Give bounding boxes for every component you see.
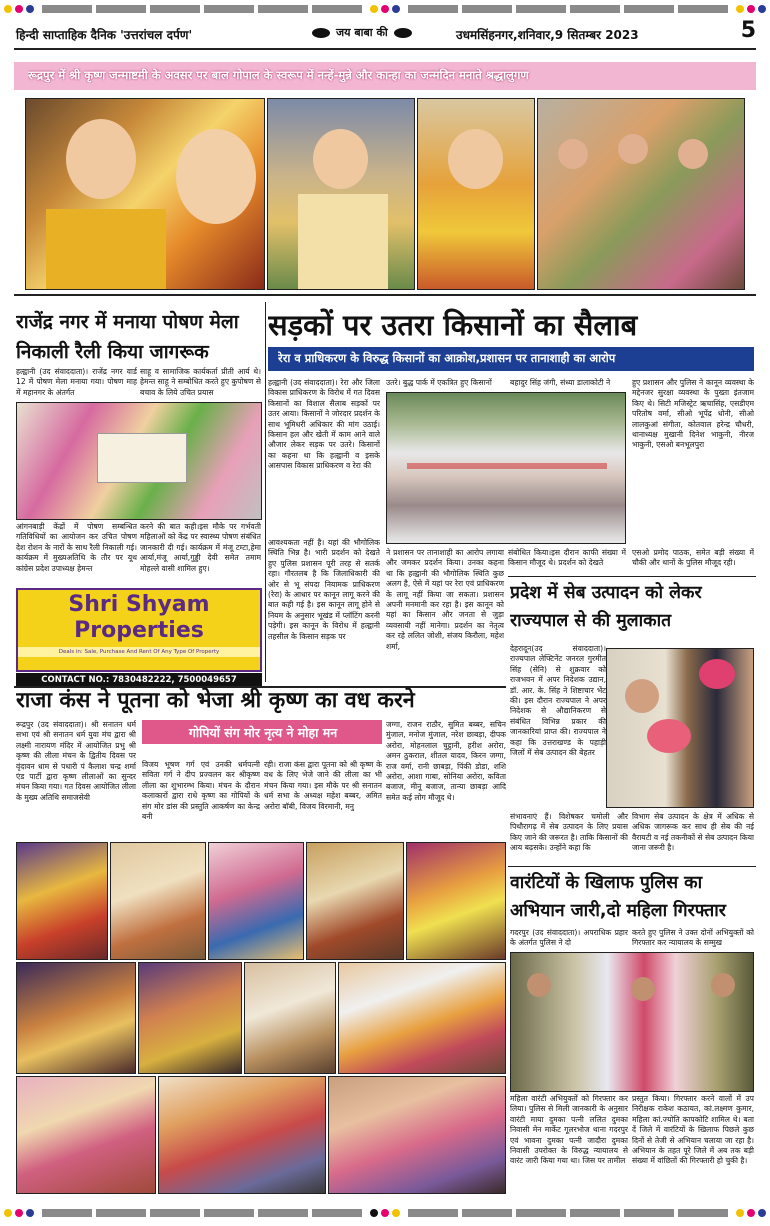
- top-banner-text: रूद्रपुर में श्री कृष्ण जन्माष्टमी के अवसर पर बाल गोपाल के स्वरूप में नन्हें-मुन्ने और कान्हा का जन्मदिन मनाते श्रद्धालुगण: [28, 68, 529, 82]
- farmers-col-bottom3: संबोधित किया।इस दौरान काफी संख्या में किसान मौजूद थे। प्रदर्शन को देखते: [508, 548, 626, 568]
- farmers-subhead: रेरा व प्राधिकरण के विरुद्ध किसानों का आक्रोश,प्रशासन पर तानाशाही का आरोप: [278, 351, 616, 365]
- page-number: 5: [740, 18, 756, 43]
- ad-shri-shyam-properties[interactable]: [16, 588, 262, 672]
- farmers-headline: सड़कों पर उतरा किसानों का सैलाब: [268, 308, 638, 342]
- kansa-headline: राजा कंस ने पूतना को भेजा श्री कृष्ण का वध करने: [16, 688, 415, 713]
- photo-leela-stage-2: [110, 842, 206, 960]
- kansa-col4: जग्गा, राजन राठौर, सुमित बब्बर, सचिन मुंजाल, मनोज मुंजाल, नरेश छाबड़ा, दीपक अरोरा, मोहनलाल चुट्ठानी, हरीश अरोरा, अमन ठुकराल, शीतल यादव, किरन जग्गा, राज वर्मा, रानी छाबड़ा, पिंकी डोडा, शशि अरोरा, आशा गाबा, सोनिया अरोरा, कविता बजाज, मीनू बजाज, तान्या छाबड़ा आदि समेत कई लोग मौजूद थे।: [386, 720, 506, 802]
- section-rule: [508, 576, 756, 577]
- top-banner: [14, 62, 756, 90]
- warrant-col2: करते हुए पुलिस ने उक्त दोनों अभियुक्तों को गिरफ्तार कर न्यायालय के सम्मुख: [632, 928, 754, 948]
- farmers-subhead-band: [268, 347, 754, 371]
- photo-leela-audience-1: [158, 1076, 326, 1194]
- ad-line2: Properties: [74, 618, 204, 643]
- slogan-text: जय बाबा की: [336, 26, 388, 39]
- ad-tagline: Deals in: Sale, Purchase And Rent Of Any Type Of Property: [18, 647, 260, 657]
- column-rule: [265, 302, 266, 682]
- masthead-date: उधमसिंहनगर,शनिवार,9 सितम्बर 2023: [456, 28, 639, 42]
- photo-poshan-mela: [16, 402, 262, 520]
- apple-col3: विभाग सेब उत्पादन के क्षेत्र में अधिक से अधिक जागरूक कर साथ ही सेब की नई वैरायटी व नई तकनीकों से सेब उत्पादन किया जाना जरूरी है।: [632, 812, 754, 853]
- section-rule: [14, 294, 756, 296]
- photo-devotees-group: [537, 98, 745, 290]
- poshan-col4: करने की बात कही।इस मौके पर गर्भवती महिलाओं को केंद्र पर स्वास्थ्य पोषण संबंधित जानकारी दी गई। कार्यक्रम में मंजू टम्टा,हेमा आर्या,मंजू आर्या,गुड्डी देवी समेत तमाम मोहल्ले वासी शामिल हुए।: [140, 522, 261, 573]
- ad-line1: Shri Shyam: [68, 592, 210, 617]
- photo-governor-meeting: [606, 648, 754, 808]
- poshan-col1: हल्द्वानी (उद संवाददाता)। राजेंद्र नगर वार्ड 12 में पोषण मेला मनाया गया। पोषण माह में महानगर के अंतर्गत: [16, 367, 137, 397]
- warrant-col3: महिला वारंटी अभियुक्तों को गिरफ्तार कर लिया। पुलिस से मिली जानकारी के अनुसार वारंटी माया दुमका पत्नी ललित दुमका निवासी मेन मार्केट गूलरभोज थाना गदरपुर एवं भावना दुमका पत्नी जादौरा दुमका निवासी उपरोक्त के विरुद्ध न्यायालय से वारंट जारी किया गया था। जिस पर तामील: [510, 1094, 628, 1166]
- bottom-decor-strip: [0, 1206, 770, 1220]
- warrant-headline-2: अभियान जारी,दो महिला गिरफ्तार: [510, 901, 726, 921]
- photo-child-krishna-3: [417, 98, 535, 290]
- poshan-headline-2: निकाली रैली किया जागरूक: [16, 341, 209, 363]
- poshan-col3: आंगनबाड़ी केंद्रों में पोषण सम्बन्धित गतिविधियों का आयोजन कर उचित पोषण देश रोशन के नारों के साथ रैली निकाली गई।कार्यक्रम में मुख्यअतिथि के तौर पर यूथ कांग्रेस प्रदेश उपाध्यक्ष हेमन्त: [16, 522, 137, 573]
- kansa-col1: रूद्रपुर (उद संवाददाता)। श्री सनातन धर्म सभा एवं श्री सनातन धर्म युवा मंच द्वारा श्री लक्ष्मी नारायण मंदिर में आयोजित प्रभु श्री कृष्ण की लीला मंचन के द्वितीय दिवस पर वृंदावन धाम से पधारी पं कैलाश चन्द्र शर्मा एंड पार्टी द्वारा कृष्ण लीलाओं का सुन्दर मंचन किया गया। गत दिवस आयोजित लीला के मुख्य अतिथि समाजसेवी: [16, 720, 136, 802]
- farmers-col3: बहादुर सिंह जंगी, संध्या डालाकोटी ने: [510, 378, 611, 387]
- apple-headline-1: प्रदेश में सेब उत्पादन को लेकर: [510, 583, 702, 603]
- apple-col1: देहरादून(उद संवाददाता)। राज्यपाल लेफ्टिनेंट जनरल गुरमीत सिंह (सेनि) से शुक्रवार को राजभवन में अपर निदेशक उद्यान, डॉ. आर. के. सिंह ने शिष्टाचार भेंट की। इस दौरान राज्यपाल ने अपर निदेशक से औद्यानिकरण से संबंधित विभिन्न प्रकार की जानकारियां प्राप्त की। राज्यपाल ने कहा कि उत्तराखण्ड के पहाड़ी जिलों में सेब उत्पादन की बेहतर: [510, 644, 606, 758]
- photo-leela-women: [16, 1076, 156, 1194]
- farmers-col-bottom1: आवश्यकता नहीं है। यहां की भौगोलिक स्थिति भिन्न है। भारी प्रदर्शन को देखते हुए पुलिस प्रशासन पूरी तरह से सतर्क रहा। गौरतलब है कि जिलाधिकारी की ओर से भू संपदा नियामक प्राधिकरण (रेरा) के आधार पर कानून लागू करने की बात कही गई है। इस कानून लागू होने से नियम के अनुसार भूखंड में प्लॉटिंग करनी पड़ेगी। इस कानून के विरोध में हल्द्वानी तहसील के किसान सड़क पर: [268, 538, 380, 641]
- photo-farmers-rally: [386, 392, 626, 544]
- ad-contact[interactable]: CONTACT NO.: 7830482222, 7500049657: [16, 673, 262, 687]
- photo-leela-stage-5: [406, 842, 506, 960]
- poshan-col2: साहू व सामाजिक कार्यकर्ता प्रीती आर्य थे। हेमन्त साहू ने सम्बोधित करते हुए कुपोषण से बचाव के लिये उचित प्रयास: [140, 367, 261, 397]
- kansa-col2: विजय भूषण गर्ग एवं उनकी धर्मपत्नी सविता गर्ग ने दीप प्रज्वलन कर श्रीकृष्ण लीला का शुभारम्भ किया। मंचन के दौरान कलाकारों द्वारा राधे कृष्ण का गोपियों के संग मोर डांस की प्रस्तुति आकर्षण का केन्द्र बनी: [142, 760, 260, 822]
- photo-leela-dancers-1: [16, 962, 136, 1074]
- photo-leela-guests: [338, 962, 506, 1074]
- warrant-col1: गदरपुर (उद संवाददाता)। अपराधिक प्रहार के अंतर्गत पुलिस ने दो: [510, 928, 628, 948]
- photo-leela-musician: [244, 962, 336, 1074]
- photo-arrested-women-police: [510, 952, 754, 1092]
- warrant-col4: प्रस्तुत किया। गिरफ्तार करने वालों में उप निरीक्षक राकेश कठायत, कां.लक्ष्मण कुमार, महिला कां.ज्योति कापकोटि शामिल थे। बता दें जिले में वारंटियों के खिलाफ पिछले कुछ दिनों से तेजी से अभियान चलाया जा रहा है। अभियान के तहत पूरे जिले में अब तक बड़ी संख्या में वांछितों की गिरफ्तारी हो चुकी है।: [632, 1094, 754, 1166]
- photo-leela-stage-3: [208, 842, 304, 960]
- kansa-subhead-band: [142, 720, 382, 744]
- farmers-col-right: हुए प्रशासन और पुलिस ने कानून व्यवस्था के मद्देनजर सुरक्षा व्यवस्था के पुख्ता इंतजाम किए थे। सिटी मजिस्ट्रेट ऋचासिंह, एसडीएम परितोष वर्मा, सीओ भूपेंद्र धोनी, सीओ लालकुआं संगीता, कोतवाल हरेन्द्र चौधरी, थानाध्यक्ष मुखानी दिनेश भाकुनी, नीरज भाकुनी, एसओ बनभूलपुरा: [632, 378, 754, 450]
- photo-leela-audience-2: [328, 1076, 506, 1194]
- section-rule: [508, 866, 756, 867]
- masthead-paper-name: हिन्दी साप्ताहिक दैनिक 'उत्तरांचल दर्पण': [16, 28, 193, 42]
- warrant-headline-1: वारंटियों के खिलाफ पुलिस का: [510, 873, 703, 893]
- photo-leela-stage-1: [16, 842, 108, 960]
- masthead-slogan: [312, 25, 412, 40]
- photo-child-krishna-2: [267, 98, 415, 290]
- farmers-col2: उतरे। बुद्ध पार्क में एकत्रित हुए किसानों: [386, 378, 492, 387]
- farmers-col-bottom4: एसओ प्रमोद पाठक, समेत बड़ी संख्या में चौकी और थानों के पुलिस मौजूद रही।: [632, 548, 754, 568]
- kansa-subhead: गोपियों संग मोर नृत्य ने मोहा मन: [188, 725, 338, 740]
- top-decor-strip: [0, 2, 770, 16]
- photo-child-krishna-1: [25, 98, 265, 290]
- farmers-col-bottom2: ने प्रशासन पर तानाशाही का आरोप लगाया और जमकर प्रदर्शन किया। उनका कहना था कि हल्द्वानी की भौगोलिक स्थिति कुछ अलग है, ऐसे में यहां पर रेरा एवं प्राधिकरण के लागू नहीं किया जा सकता। प्रशासन अपनी मनमानी कर रहा है। इस कानून को यहां का किसान और जनता से जुड़ा व्यवसायी नहीं मानेगा। प्रदर्शन का नेतृत्व कर रहे ललित जोशी, संजय किरौला, महेश शर्मा,: [386, 548, 504, 651]
- kansa-col3: रही। राजा कंस द्वारा पूतना को श्री कृष्ण के वध के लिए भेजे जाने की लीला का भी मंचन किया गया। इस मौके पर श्री सनातन धर्म सभा के अध्यक्ष महेश बब्बर, अमित अरोरा बॉबी, विजय विरमानी, मनु: [264, 760, 382, 811]
- photo-leela-stage-4: [306, 842, 404, 960]
- masthead: [16, 18, 756, 46]
- farmers-col1: हल्द्वानी (उद संवाददाता)। रेरा और जिला विकास प्राधिकरण के विरोध में गत दिवस किसानों का विशाल सैलाब सड़कों पर उतर आया। किसानों ने जोरदार प्रदर्शन के साथ भूमिधरी अधिकार की मांग उठाई। किसान हल और खेती में काम आने वाले औजार लेकर सड़क पर उतरे। किसानों का कहना था कि हल्द्वानी व इसके आसपास विकास प्राधिकरण व रेरा की: [268, 378, 380, 471]
- photo-leela-dancers-2: [138, 962, 242, 1074]
- apple-headline-2: राज्यपाल से की मुलाकात: [510, 611, 672, 631]
- apple-col2: संभावनाएं हैं। विशेषकर चमोली और पिथौरागढ़ में सेब उत्पादन के लिए प्रयास किए जाने की जरूरत है। ताकि किसानों की आय बढ़सके। उन्होंने कहा कि: [510, 812, 628, 853]
- swirl-icon: [312, 28, 330, 38]
- poshan-headline-1: राजेंद्र नगर में मनाया पोषण मेला: [16, 311, 239, 333]
- swirl-icon: [394, 28, 412, 38]
- masthead-rule: [14, 48, 756, 50]
